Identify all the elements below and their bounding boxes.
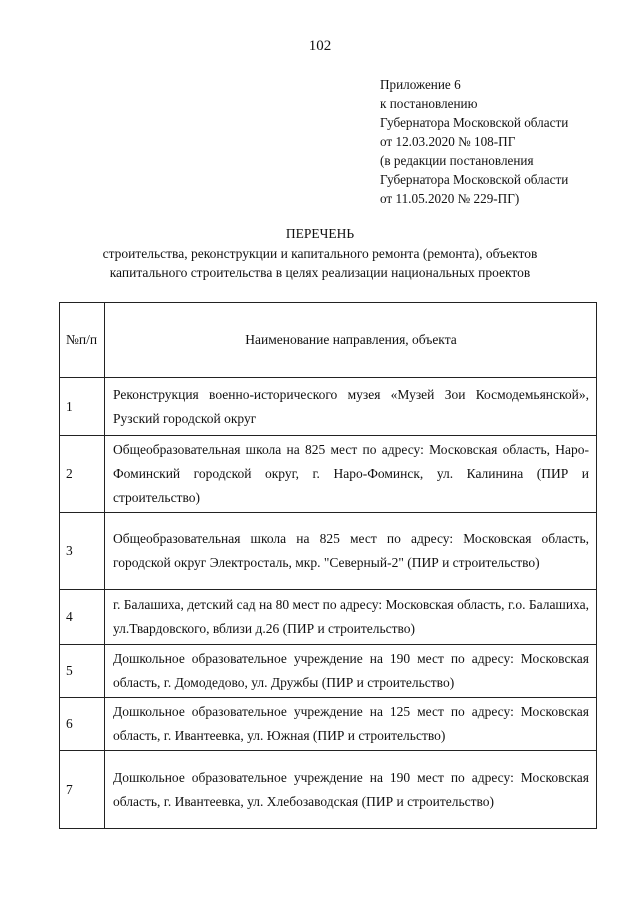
- table-row: [60, 436, 597, 513]
- appendix-line: от 12.03.2020 № 108-ПГ: [380, 134, 516, 149]
- appendix-line: к постановлению: [380, 96, 478, 111]
- row-name: Дошкольное образовательное учреждение на 125 мест по адресу: Московская область, г. Ивантеевка, ул. Южная (ПИР и строительство): [105, 698, 597, 751]
- appendix-line: (в редакции постановления: [380, 153, 534, 168]
- page-number: 102: [308, 38, 332, 54]
- header-name: Наименование направления, объекта: [105, 303, 597, 378]
- row-name: Общеобразовательная школа на 825 мест по адресу: Московская область, городской округ Электросталь, мкр. "Северный-2" (ПИР и строительство): [105, 513, 597, 590]
- appendix-line: Губернатора Московской области: [380, 172, 569, 187]
- row-number: 4: [60, 590, 105, 645]
- document-title: [0, 224, 640, 283]
- row-name: Общеобразовательная школа на 825 мест по адресу: Московская область, Наро-Фоминский городской округ, г. Наро-Фоминск, ул. Калинина (ПИР и строительство): [105, 436, 597, 513]
- row-number: 5: [60, 645, 105, 698]
- title-line: строительства, реконструкции и капитального ремонта (ремонта), объектов: [102, 245, 538, 261]
- header-number: №п/п: [60, 303, 105, 378]
- title-heading: ПЕРЕЧЕНЬ: [285, 226, 355, 241]
- appendix-reference: [380, 75, 630, 208]
- table-row: [60, 751, 597, 829]
- appendix-line: Губернатора Московской области: [380, 115, 569, 130]
- table-row: [60, 645, 597, 698]
- table-row: [60, 590, 597, 645]
- row-name: Дошкольное образовательное учреждение на 190 мест по адресу: Московская область, г. Домодедово, ул. Дружбы (ПИР и строительство): [105, 645, 597, 698]
- table-row: [60, 378, 597, 436]
- appendix-line: Приложение 6: [380, 77, 461, 92]
- appendix-line: от 11.05.2020 № 229-ПГ): [380, 191, 520, 206]
- row-number: 7: [60, 751, 105, 829]
- row-name: Реконструкция военно-исторического музея «Музей Зои Космодемьянской», Рузский городской округ: [105, 378, 597, 436]
- title-line: капитального строительства в целях реализации национальных проектов: [109, 265, 531, 280]
- row-name: Дошкольное образовательное учреждение на 190 мест по адресу: Московская область, г. Ивантеевка, ул. Хлебозаводская (ПИР и строительство): [105, 751, 597, 829]
- row-number: 2: [60, 436, 105, 513]
- table-row: [60, 513, 597, 590]
- row-number: 3: [60, 513, 105, 590]
- table-row: [60, 698, 597, 751]
- row-name: г. Балашиха, детский сад на 80 мест по адресу: Московская область, г.о. Балашиха, ул.Твардовского, вблизи д.26 (ПИР и строительство): [105, 590, 597, 645]
- objects-table: [59, 302, 597, 829]
- row-number: 1: [60, 378, 105, 436]
- table-header-row: [60, 303, 597, 378]
- row-number: 6: [60, 698, 105, 751]
